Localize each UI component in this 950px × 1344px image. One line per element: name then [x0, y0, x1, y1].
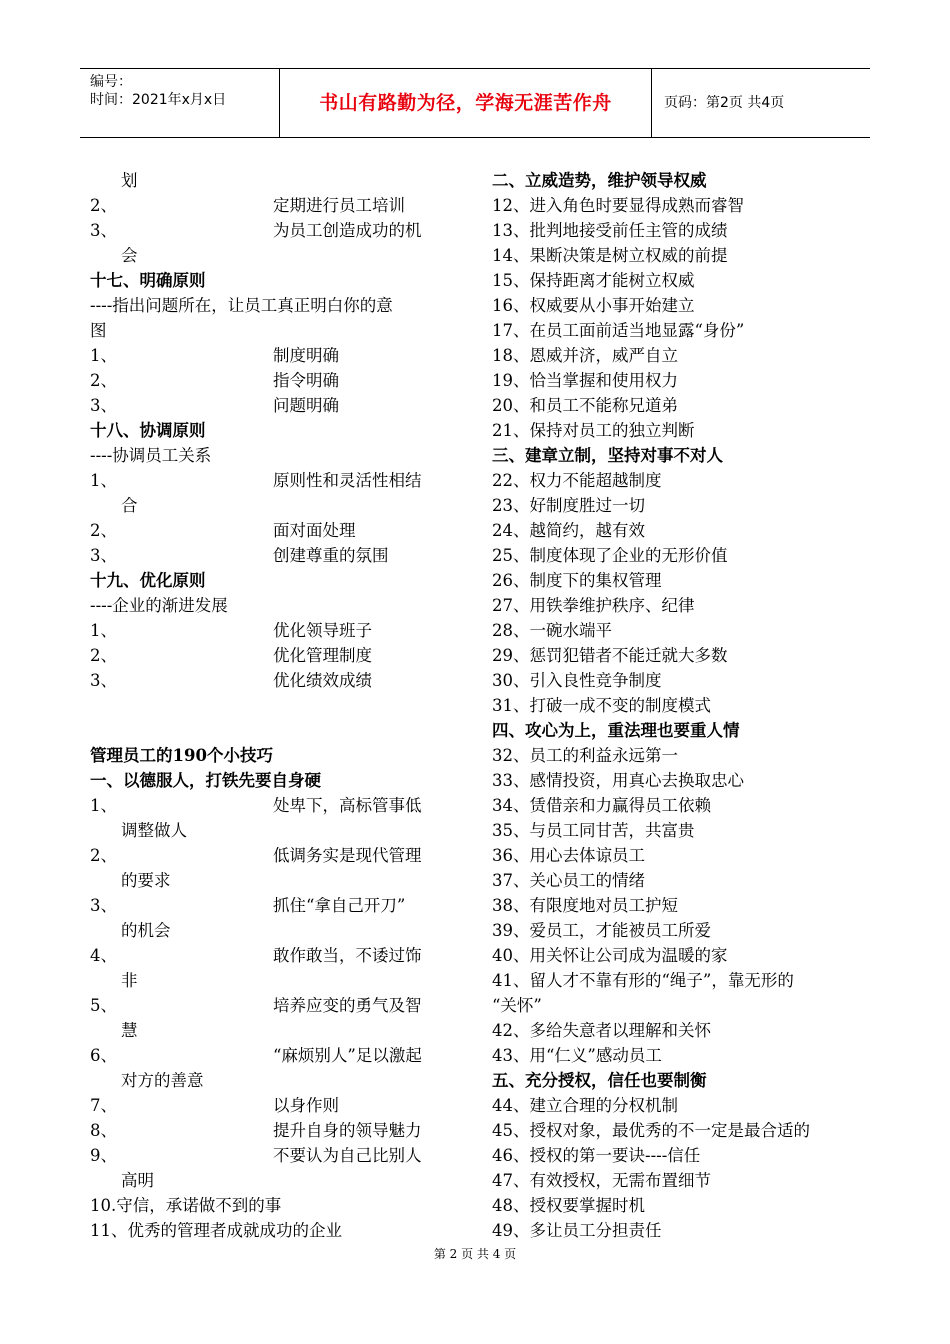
text-line: 23、好制度胜过一切 — [492, 496, 645, 515]
item-number: 2、 — [90, 646, 117, 665]
item-number: 1、 — [90, 621, 117, 640]
item-text: 优化领导班子 — [273, 621, 372, 640]
item-number: 3、 — [90, 396, 117, 415]
item-number: 5、 — [90, 996, 117, 1015]
text-line: ----指出问题所在，让员工真正明白你的意 — [90, 296, 393, 315]
item-continuation: 的要求 — [121, 871, 171, 890]
blank-line — [90, 718, 460, 743]
item-continuation: 划 — [121, 171, 138, 190]
item-text: 敢作敢当，不诿过饰 — [273, 946, 422, 965]
item-number: 6、 — [90, 1046, 117, 1065]
list-item — [90, 468, 460, 493]
text-line: 37、关心员工的情绪 — [492, 871, 645, 890]
date-label: 时间：2021年x月x日 — [90, 92, 227, 108]
text-line: 24、越简约，越有效 — [492, 521, 645, 540]
header-motto: 书山有路勤为径，学海无涯苦作舟 — [280, 69, 652, 137]
list-item — [90, 393, 460, 418]
text-line: 32、员工的利益永远第一 — [492, 746, 678, 765]
list-item — [90, 893, 460, 918]
section-heading: 十八、协调原则 — [90, 421, 206, 440]
text-line: 29、惩罚犯错者不能迁就大多数 — [492, 646, 728, 665]
list-item — [90, 1118, 460, 1143]
section-heading: 四、攻心为上，重法理也要重人情 — [492, 721, 740, 740]
text-line: 31、打破一成不变的制度模式 — [492, 696, 711, 715]
item-number: 4、 — [90, 946, 117, 965]
item-number: 1、 — [90, 471, 117, 490]
item-text: 低调务实是现代管理 — [273, 846, 422, 865]
item-number: 3、 — [90, 671, 117, 690]
item-text: 指令明确 — [273, 371, 339, 390]
text-line: 28、一碗水端平 — [492, 621, 612, 640]
text-line: 19、恰当掌握和使用权力 — [492, 371, 678, 390]
item-number: 2、 — [90, 196, 117, 215]
text-line: 35、与员工同甘苦，共富贵 — [492, 821, 695, 840]
item-text: 问题明确 — [273, 396, 339, 415]
list-item — [90, 218, 460, 243]
text-line: 26、制度下的集权管理 — [492, 571, 662, 590]
section-heading: 一、以德服人，打铁先要自身硬 — [90, 771, 321, 790]
list-item — [90, 843, 460, 868]
list-item — [90, 368, 460, 393]
item-text: 面对面处理 — [273, 521, 356, 540]
item-number: 2、 — [90, 521, 117, 540]
text-line: 18、恩威并济，威严自立 — [492, 346, 678, 365]
item-continuation: 高明 — [121, 1171, 154, 1190]
item-text: 定期进行员工培训 — [273, 196, 405, 215]
item-text: “麻烦别人”足以激起 — [273, 1046, 422, 1065]
text-line: 16、权威要从小事开始建立 — [492, 296, 695, 315]
left-column — [90, 168, 460, 1243]
section-heading: 三、建章立制，坚持对事不对人 — [492, 446, 723, 465]
header-page-code: 页码：第2页 共4页 — [664, 95, 785, 111]
text-line: 15、保持距离才能树立权威 — [492, 271, 695, 290]
list-item — [90, 1143, 460, 1168]
item-number: 8、 — [90, 1121, 117, 1140]
text-line: 47、有效授权，无需布置细节 — [492, 1171, 711, 1190]
text-line: 12、进入角色时要显得成熟而睿智 — [492, 196, 744, 215]
item-number: 3、 — [90, 546, 117, 565]
item-text: 原则性和灵活性相结 — [273, 471, 422, 490]
list-item — [90, 643, 460, 668]
item-number: 1、 — [90, 796, 117, 815]
item-continuation: 调整做人 — [121, 821, 187, 840]
item-text: 抓住“拿自己开刀” — [273, 896, 406, 915]
item-text: 创建尊重的氛围 — [273, 546, 389, 565]
text-line: 45、授权对象，最优秀的不一定是最合适的 — [492, 1121, 810, 1140]
text-line: 44、建立合理的分权机制 — [492, 1096, 678, 1115]
text-line: 33、感情投资，用真心去换取忠心 — [492, 771, 744, 790]
list-item — [90, 943, 460, 968]
item-number: 1、 — [90, 346, 117, 365]
item-continuation: 对方的善意 — [121, 1071, 204, 1090]
item-number: 2、 — [90, 371, 117, 390]
item-number: 2、 — [90, 846, 117, 865]
item-continuation: 非 — [121, 971, 138, 990]
item-number: 7、 — [90, 1096, 117, 1115]
item-continuation: 的机会 — [121, 921, 171, 940]
text-line: 27、用铁拳维护秩序、纪律 — [492, 596, 695, 615]
section-heading: 五、充分授权，信任也要制衡 — [492, 1071, 707, 1090]
right-column — [492, 168, 862, 1243]
list-item — [90, 668, 460, 693]
item-number: 9、 — [90, 1146, 117, 1165]
page-header — [80, 68, 870, 138]
text-line: 21、保持对员工的独立判断 — [492, 421, 695, 440]
text-line: 49、多让员工分担责任 — [492, 1221, 662, 1240]
text-line: “关怀” — [492, 996, 542, 1015]
text-line: 图 — [90, 321, 107, 340]
item-number: 3、 — [90, 896, 117, 915]
text-line: 10.守信，承诺做不到的事 — [90, 1196, 282, 1215]
text-line: 40、用关怀让公司成为温暖的家 — [492, 946, 728, 965]
item-continuation: 会 — [121, 246, 138, 265]
serial-label: 编号： — [90, 74, 132, 90]
text-line: 41、留人才不靠有形的“绳子”，靠无形的 — [492, 971, 794, 990]
text-line: 46、授权的第一要诀----信任 — [492, 1146, 701, 1165]
item-text: 优化管理制度 — [273, 646, 372, 665]
item-text: 制度明确 — [273, 346, 339, 365]
text-line: 39、爱员工，才能被员工所爱 — [492, 921, 711, 940]
item-continuation: 慧 — [121, 1021, 138, 1040]
text-line: 34、赁借亲和力赢得员工依赖 — [492, 796, 711, 815]
text-line: 48、授权要掌握时机 — [492, 1196, 645, 1215]
item-text: 培养应变的勇气及智 — [273, 996, 422, 1015]
list-item — [90, 193, 460, 218]
text-line: 22、权力不能超越制度 — [492, 471, 662, 490]
list-item — [90, 543, 460, 568]
list-item — [90, 518, 460, 543]
section-heading: 二、立威造势，维护领导权威 — [492, 171, 707, 190]
section-heading: 十七、明确原则 — [90, 271, 206, 290]
list-item — [90, 993, 460, 1018]
item-text: 提升自身的领导魅力 — [273, 1121, 422, 1140]
text-line: 38、有限度地对员工护短 — [492, 896, 678, 915]
text-line: 14、果断决策是树立权威的前提 — [492, 246, 728, 265]
item-continuation: 合 — [121, 496, 138, 515]
list-item — [90, 1043, 460, 1068]
text-line: ----协调员工关系 — [90, 446, 212, 465]
list-item — [90, 618, 460, 643]
list-item — [90, 343, 460, 368]
item-text: 处卑下，高标管事低 — [273, 796, 422, 815]
text-line: 17、在员工面前适当地显露“身份” — [492, 321, 745, 340]
item-text: 优化绩效成绩 — [273, 671, 372, 690]
section-heading: 十九、优化原则 — [90, 571, 206, 590]
text-line: 25、制度体现了企业的无形价值 — [492, 546, 728, 565]
text-line: 36、用心去体谅员工 — [492, 846, 645, 865]
text-line: 11、优秀的管理者成就成功的企业 — [90, 1221, 342, 1240]
blank-line — [90, 693, 460, 718]
item-number: 3、 — [90, 221, 117, 240]
text-line: 13、批判地接受前任主管的成绩 — [492, 221, 728, 240]
item-text: 以身作则 — [273, 1096, 339, 1115]
section-heading: 管理员工的190个小技巧 — [90, 746, 273, 765]
item-text: 为员工创造成功的机 — [273, 221, 422, 240]
text-line: 20、和员工不能称兄道弟 — [492, 396, 678, 415]
text-line: 30、引入良性竞争制度 — [492, 671, 662, 690]
list-item — [90, 793, 460, 818]
item-text: 不要认为自己比别人 — [273, 1146, 422, 1165]
page-footer: 第 2 页 共 4 页 — [433, 1247, 517, 1261]
header-meta — [80, 69, 280, 137]
list-item — [90, 1093, 460, 1118]
text-line: 42、多给失意者以理解和关怀 — [492, 1021, 711, 1040]
text-line: 43、用“仁义”感动员工 — [492, 1046, 662, 1065]
text-line: ----企业的渐进发展 — [90, 596, 228, 615]
